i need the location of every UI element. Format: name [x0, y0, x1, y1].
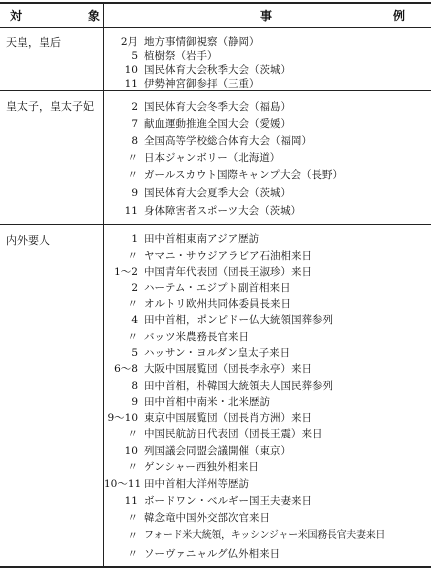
table-row — [104, 362, 426, 376]
table-row — [104, 460, 426, 474]
month-cell: 1 — [131, 233, 138, 245]
table-row — [104, 297, 426, 311]
table-top-rule — [0, 2, 431, 4]
event-cell: 田中首相中南米・北米歴訪 — [144, 396, 270, 408]
event-cell: ガールスカウト国際キャンプ大会（長野） — [144, 169, 343, 181]
month-cell: 4 — [131, 314, 138, 326]
month-cell: 〃 — [127, 428, 138, 440]
table-row — [104, 330, 426, 344]
event-cell: 東京中国展覧団（団長肖方洲）来日 — [144, 412, 312, 424]
category-crown-prince: 皇太子，皇太子妃 — [6, 100, 94, 113]
month-cell: 5 — [131, 347, 138, 359]
event-cell: 全国高等学校総合体育大会（福岡） — [144, 135, 312, 147]
event-cell: ボードワン・ベルギー国王夫妻来日 — [144, 495, 312, 507]
month-cell: 〃 — [127, 250, 138, 262]
month-cell: 9 — [131, 187, 138, 199]
event-cell: 日本ジャンボリー（北海道） — [144, 152, 281, 164]
table-row — [104, 411, 426, 425]
table-row — [104, 249, 426, 263]
event-cell: オルトリ欧州共同体委員長来日 — [144, 298, 291, 310]
event-cell: 地方事情御視察（静岡） — [144, 36, 260, 48]
month-cell: 〃 — [127, 298, 138, 310]
month-cell: 〃 — [127, 331, 138, 343]
month-cell: 11 — [124, 78, 138, 90]
table-row — [104, 134, 426, 148]
month-cell: 9〜10 — [107, 412, 138, 424]
event-cell: 田中首相大洋州等歴訪 — [144, 478, 249, 490]
month-cell: 2 — [131, 282, 138, 294]
header-event: 事 — [260, 9, 273, 23]
table-row — [104, 151, 426, 165]
table-row — [104, 313, 426, 327]
table-row — [104, 395, 426, 409]
month-cell: 8 — [131, 135, 138, 147]
event-cell: 韓念竜中国外交部次官来日 — [144, 512, 270, 524]
table-row — [104, 346, 426, 360]
event-cell: 大阪中国展覧団（団長李永亭）来日 — [144, 363, 312, 375]
table-row — [104, 511, 426, 525]
header-example: 例 — [393, 9, 406, 23]
event-cell: 国民体育大会冬季大会（福島） — [144, 101, 291, 113]
month-cell: 2 — [131, 101, 138, 113]
event-cell: 田中首相，ポンピドー仏大統領国葬参列 — [144, 314, 333, 326]
table-row — [104, 168, 426, 182]
event-cell: 中国青年代表団（団長王淑珍）来日 — [144, 266, 312, 278]
table-row — [104, 77, 426, 91]
table-row — [104, 444, 426, 458]
month-cell: 10〜11 — [104, 478, 142, 490]
event-cell: バッツ米農務長官来日 — [144, 331, 249, 343]
event-cell: 植樹祭（岩手） — [144, 50, 218, 62]
header-subject — [10, 7, 100, 24]
section-divider-2 — [0, 224, 431, 225]
event-cell: ソーヴァニャルグ仏外相来日 — [144, 548, 281, 560]
table-row — [104, 204, 426, 218]
table-row — [104, 49, 426, 63]
month-cell: 〃 — [127, 461, 138, 473]
event-cell: 国民体育大会秋季大会（茨城） — [144, 64, 291, 76]
month-cell: 6〜8 — [114, 363, 138, 375]
month-cell: 〃 — [127, 512, 138, 524]
table-row — [104, 529, 426, 543]
event-cell: 身体障害者スポーツ大会（茨城） — [144, 205, 302, 217]
month-cell: 〃 — [127, 530, 138, 542]
table-row — [104, 63, 426, 77]
table-row — [104, 232, 426, 246]
month-cell: 2月 — [120, 36, 138, 48]
table-row — [104, 427, 426, 441]
event-cell: 田中首相，朴韓国大統領夫人国民葬参列 — [144, 380, 333, 392]
header-subject-a: 対 — [10, 9, 23, 23]
month-cell: 1〜2 — [114, 266, 138, 278]
table-row — [104, 35, 426, 49]
month-cell: 11 — [124, 205, 138, 217]
table-row — [104, 265, 426, 279]
event-cell: 中国民航訪日代表団（団長王震）来日 — [144, 428, 323, 440]
header-bottom-rule — [0, 27, 431, 28]
month-cell: 7 — [131, 118, 138, 130]
event-cell: 伊勢神宮御参拝（三重） — [144, 78, 260, 90]
category-emperor: 天皇，皇后 — [6, 36, 61, 49]
month-cell: 10 — [124, 445, 138, 457]
event-cell: 献血運動推進全国大会（愛媛） — [144, 118, 291, 130]
event-cell: フォード米大統領，キッシンジャー米国務長官夫妻来日 — [144, 530, 386, 541]
table-row — [104, 547, 426, 561]
month-cell: 〃 — [127, 169, 138, 181]
event-cell: ゲンシャー西独外相来日 — [144, 461, 259, 473]
month-cell: 〃 — [127, 548, 138, 560]
category-dignitaries: 内外要人 — [6, 234, 50, 247]
event-cell: ハーテム・エジプト副首相来日 — [144, 282, 291, 294]
event-cell: 田中首相東南アジア歴訪 — [144, 233, 260, 245]
month-cell: 10 — [124, 64, 138, 76]
table-row — [104, 379, 426, 393]
event-cell: ヤマニ・サウジアラビア石油相来日 — [144, 250, 312, 262]
table-row — [104, 477, 426, 491]
event-cell: ハッサン・ヨルダン皇太子来日 — [144, 347, 291, 359]
month-cell: 〃 — [127, 152, 138, 164]
table-row — [104, 100, 426, 114]
month-cell: 11 — [124, 495, 138, 507]
table-row — [104, 281, 426, 295]
event-cell: 国民体育大会夏季大会（茨城） — [144, 187, 291, 199]
event-cell: 列国議会同盟会議開催（東京） — [144, 445, 291, 457]
month-cell: 9 — [131, 396, 138, 408]
month-cell: 5 — [131, 50, 138, 62]
table-row — [104, 494, 426, 508]
table-bottom-rule — [0, 566, 431, 568]
month-cell: 8 — [131, 380, 138, 392]
table-row — [104, 117, 426, 131]
header-subject-b: 象 — [87, 9, 100, 23]
table-row — [104, 186, 426, 200]
